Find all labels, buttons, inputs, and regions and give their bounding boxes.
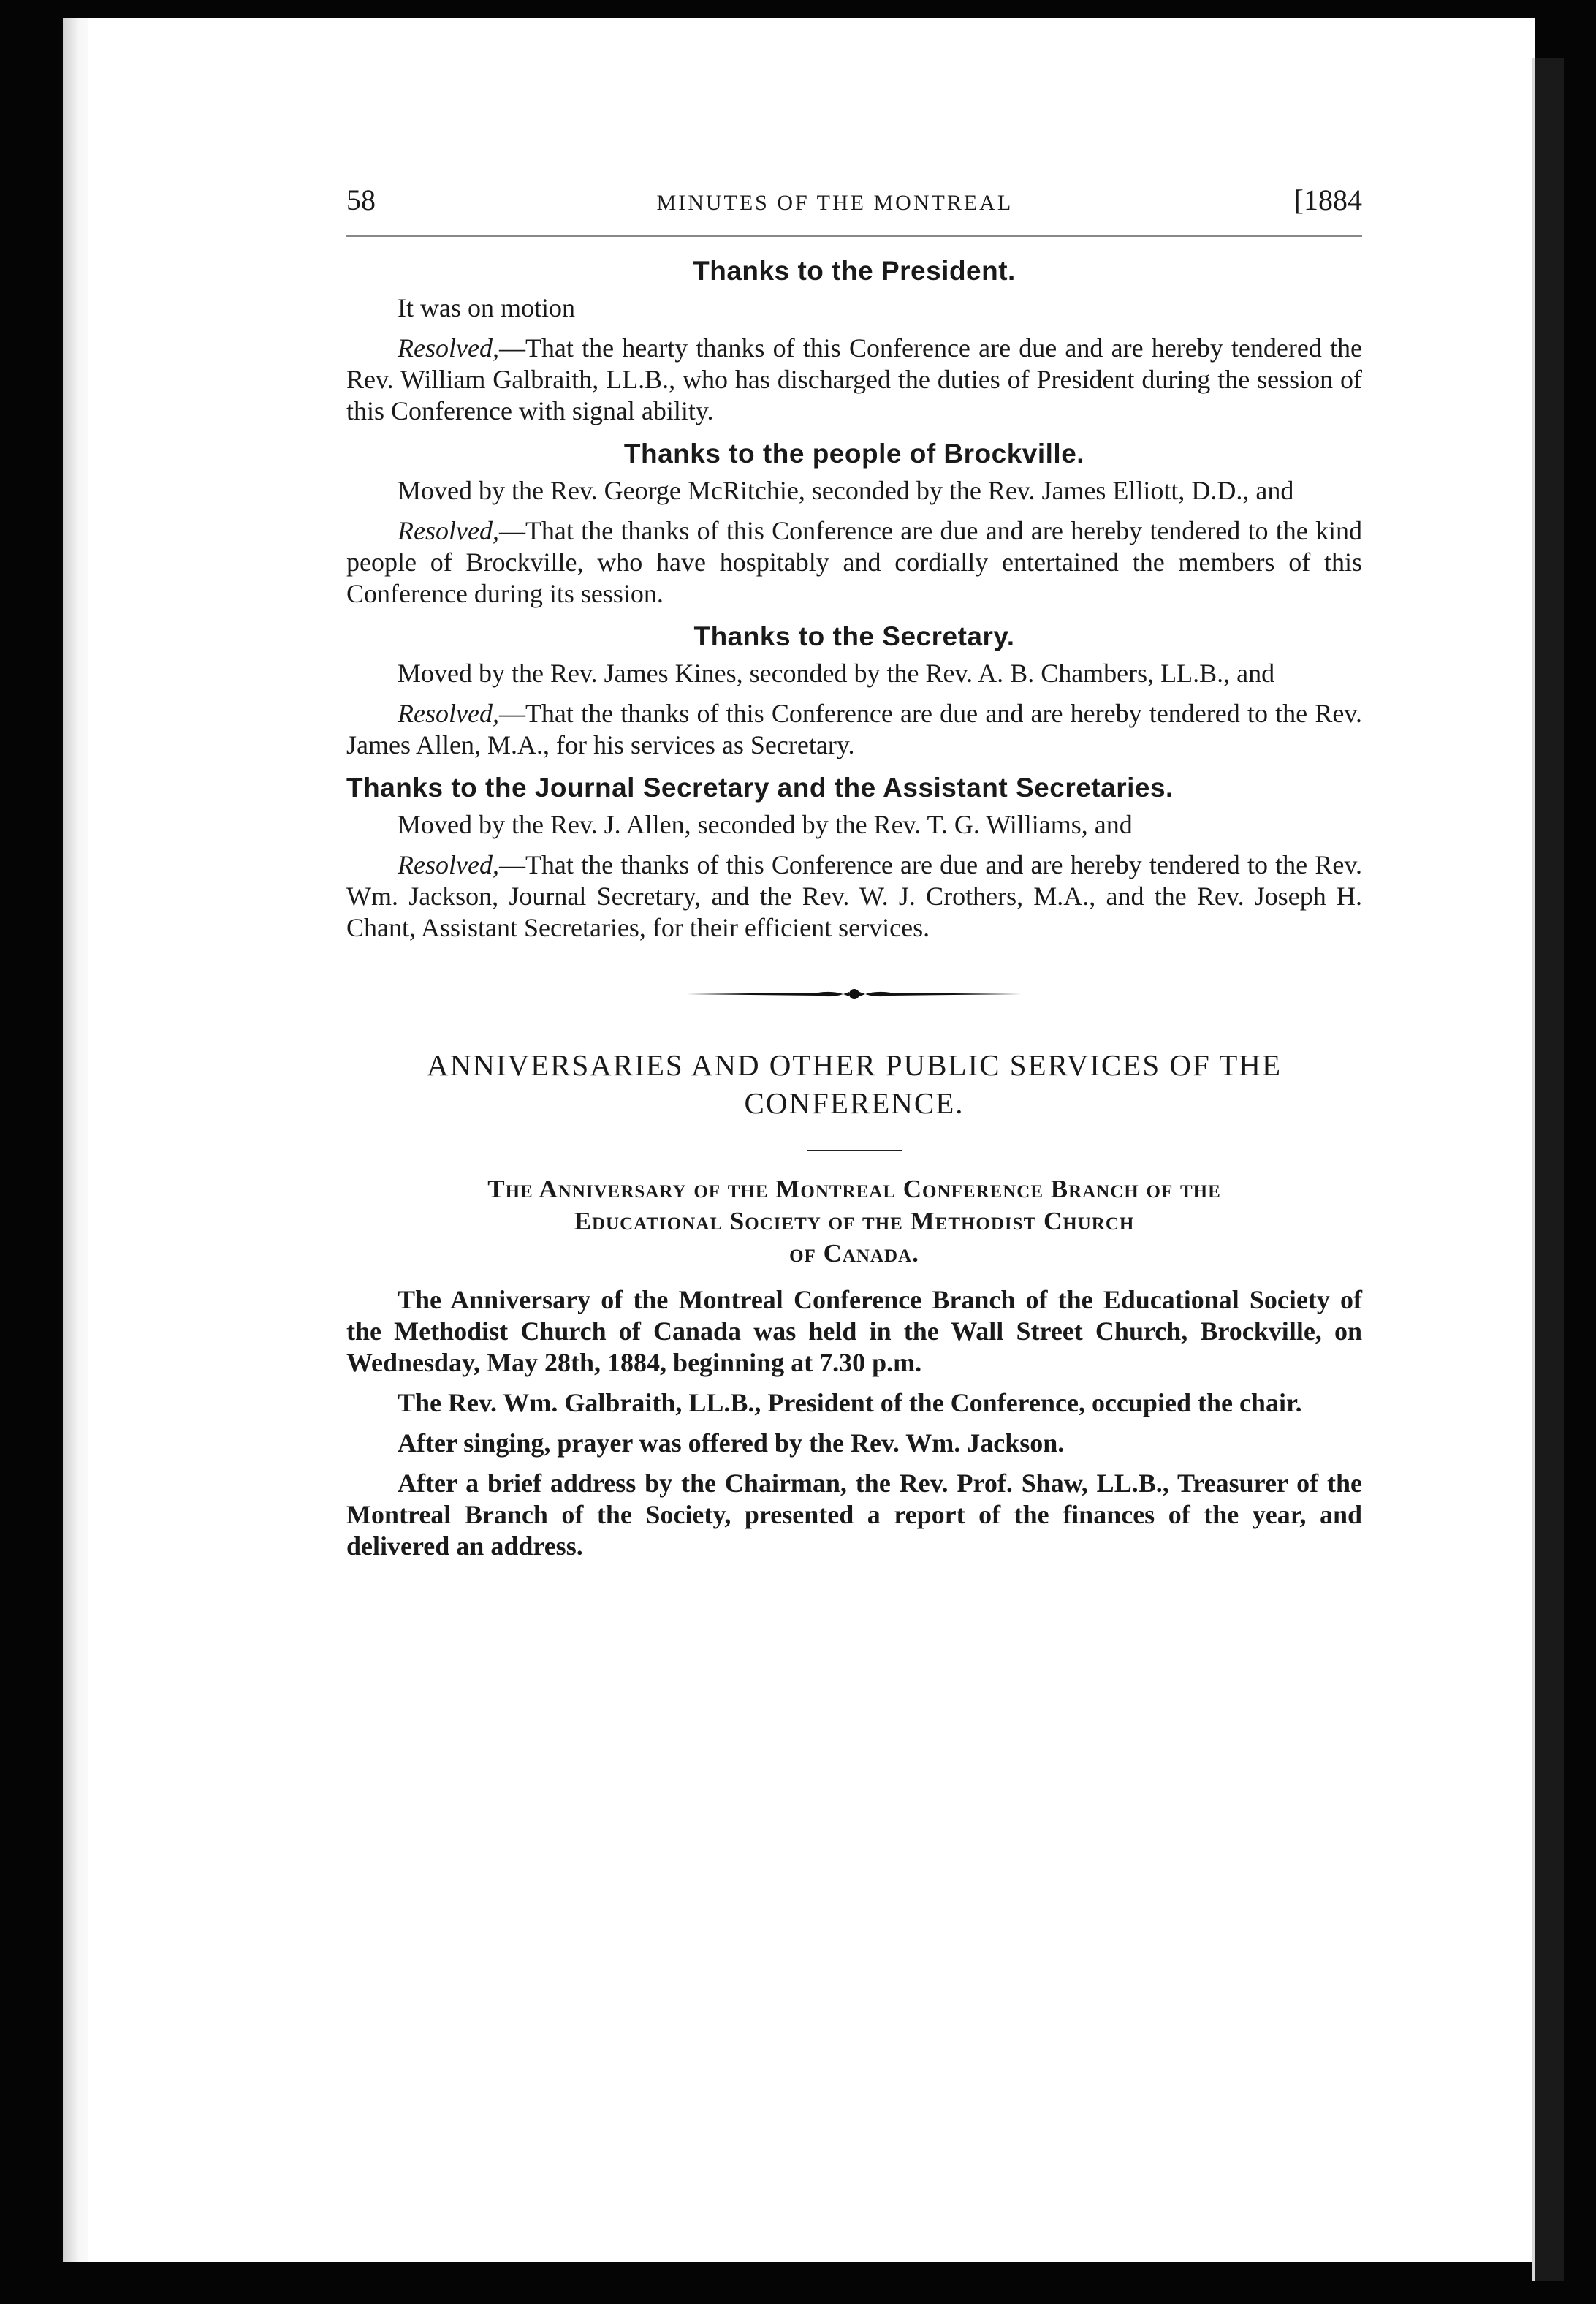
paragraph-resolution: [346, 515, 1362, 610]
section-heading-brockville: Thanks to the people of Brockville.: [623, 439, 1085, 469]
paragraph-text: Moved by the Rev. J. Allen, seconded by the Rev. T. G. Williams, and: [398, 810, 1133, 839]
page-binding-edge: [1532, 58, 1564, 2281]
chapter-title-line-2: CONFERENCE.: [744, 1086, 965, 1120]
page-content: [346, 183, 1362, 1571]
subsection-title: [346, 1173, 1362, 1270]
paragraph-text: —That the thanks of this Conference are due and are hereby tendered to the kind people of Brockville, who have hospitably and cordially entertained the members of this Conference during its session.: [346, 516, 1362, 608]
chapter-title-line-1: ANNIVERSARIES AND OTHER PUBLIC SERVICES OF THE: [427, 1048, 1282, 1082]
ornamental-divider: [346, 986, 1362, 1002]
section-heading-journal-secretary: Thanks to the Journal Secretary and the Assistant Secretaries.: [346, 773, 1174, 803]
paragraph-resolution: [346, 698, 1362, 761]
section-heading-president: Thanks to the President.: [693, 256, 1016, 286]
header-year: [1884: [1293, 183, 1362, 216]
header-rule: [346, 235, 1362, 237]
paragraph-text: Moved by the Rev. James Kines, seconded by the Rev. A. B. Chambers, LL.B., and: [398, 659, 1275, 688]
ornament-rule-icon: [686, 986, 1022, 1002]
paragraph-resolution: [346, 333, 1362, 427]
running-header: [346, 183, 1362, 227]
short-rule: [807, 1150, 902, 1151]
paragraph-motion: [346, 475, 1362, 507]
resolved-label: Resolved,: [398, 333, 499, 363]
paragraph-text: —That the thanks of this Conference are due and are hereby tendered to the Rev. Wm. Jackson, Journal Secretary, and the Rev. W. J. Crothers, M.A., and the Rev. Joseph H. Chant, Assistant Secretaries, for their efficient services.: [346, 850, 1362, 942]
running-title: MINUTES OF THE MONTREAL: [656, 191, 1014, 215]
paragraph-resolution: [346, 849, 1362, 944]
paragraph-text: —That the thanks of this Conference are due and are hereby tendered to the Rev. James Allen, M.A., for his services as Secretary.: [346, 699, 1362, 759]
resolved-label: Resolved,: [398, 699, 499, 728]
resolved-label: Resolved,: [398, 850, 499, 879]
anniversary-body: [346, 1284, 1362, 1562]
anniversary-paragraph: The Rev. Wm. Galbraith, LL.B., President of the Conference, occupied the chair.: [398, 1388, 1302, 1417]
paragraph-motion: [346, 292, 1362, 324]
paragraph-motion: [346, 809, 1362, 841]
paragraph-text: Moved by the Rev. George McRitchie, seconded by the Rev. James Elliott, D.D., and: [398, 476, 1294, 505]
anniversary-paragraph: After a brief address by the Chairman, the Rev. Prof. Shaw, LL.B., Treasurer of the Montreal Branch of the Society, presented a report of the finances of the year, and delivered an address.: [346, 1469, 1362, 1561]
subsection-title-line-2: Educational Society of the Methodist Church: [574, 1207, 1135, 1235]
anniversary-paragraph: The Anniversary of the Montreal Conference Branch of the Educational Society of the Methodist Church of Canada was held in the Wall Street Church, Brockville, on Wednesday, May 28th, 1884, beginning at 7.30 p.m.: [346, 1285, 1362, 1377]
page-number: 58: [346, 183, 376, 216]
paragraph-text: It was on motion: [398, 293, 575, 322]
paragraph-motion: [346, 658, 1362, 689]
anniversary-paragraph: After singing, prayer was offered by the Rev. Wm. Jackson.: [398, 1428, 1065, 1458]
section-heading-secretary: Thanks to the Secretary.: [694, 621, 1015, 651]
subsection-title-line-1: The Anniversary of the Montreal Conference Branch of the: [487, 1175, 1221, 1203]
resolved-label: Resolved,: [398, 516, 499, 545]
subsection-title-line-3: of Canada.: [789, 1239, 919, 1267]
paragraph-text: —That the hearty thanks of this Conference are due and are hereby tendered the Rev. William Galbraith, LL.B., who has discharged the duties of President during the session of this Conference with signal ability.: [346, 333, 1362, 425]
